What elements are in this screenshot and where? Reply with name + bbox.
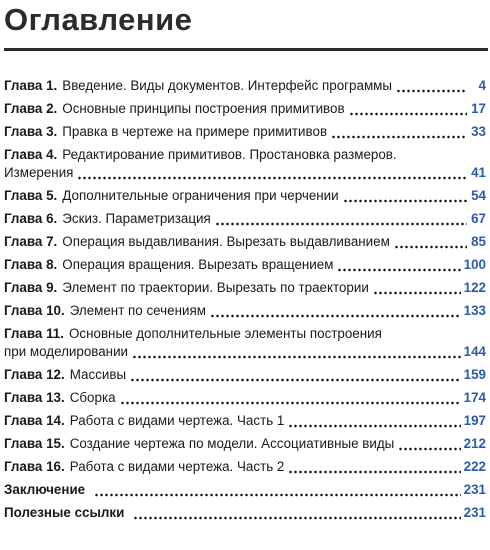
- toc-entry-line: [4, 481, 486, 499]
- toc-chapter-title: Сборка: [69, 390, 116, 405]
- toc-chapter-title: Работа с видами чертежа. Часть 1: [69, 413, 285, 428]
- toc-chapter-label: Глава 5.: [4, 188, 58, 203]
- toc-chapter-label: Глава 1.: [4, 78, 58, 93]
- toc-page-number[interactable]: 212: [463, 436, 486, 451]
- toc-page-number[interactable]: 85: [471, 234, 486, 249]
- toc-entry-line: [4, 187, 486, 205]
- toc-chapter-label: Глава 6.: [4, 211, 58, 226]
- toc-chapter-label: Глава 11.: [4, 326, 64, 341]
- toc-dot-leader: [94, 493, 461, 497]
- toc-page-number[interactable]: 197: [463, 413, 486, 428]
- toc-entry-line: [4, 210, 486, 228]
- toc-entry[interactable]: [4, 279, 486, 297]
- table-of-contents: [4, 77, 486, 527]
- toc-dot-leader: [77, 176, 467, 180]
- toc-page-number[interactable]: 133: [463, 303, 486, 318]
- toc-chapter-title: при моделировании: [4, 344, 129, 359]
- toc-dot-leader: [337, 268, 460, 272]
- toc-entry-line: [4, 256, 486, 274]
- toc-entry[interactable]: [4, 389, 486, 407]
- toc-chapter-label: Глава 7.: [4, 234, 58, 249]
- toc-chapter-title: Основные принципы построения примитивов: [62, 101, 345, 116]
- toc-chapter-label: Глава 13.: [4, 390, 65, 405]
- page-title: Оглавление: [4, 2, 193, 37]
- toc-entry-line: [4, 366, 486, 384]
- toc-page-number[interactable]: 222: [463, 459, 486, 474]
- toc-entry[interactable]: [4, 77, 486, 95]
- toc-chapter-label: Глава 8.: [4, 257, 58, 272]
- toc-dot-leader: [288, 470, 460, 474]
- toc-page-number[interactable]: 231: [463, 505, 486, 520]
- toc-entry-line: [4, 412, 486, 430]
- toc-chapter-title: Редактирование примитивов. Простановка размеров.: [62, 147, 397, 162]
- toc-chapter-title: Операция выдавливания. Вырезать выдавливанием: [62, 234, 390, 249]
- toc-entry-line: [4, 504, 486, 522]
- toc-entry[interactable]: [4, 412, 486, 430]
- toc-entry[interactable]: [4, 325, 486, 361]
- toc-chapter-title: Измерения: [4, 165, 74, 180]
- toc-dot-leader: [130, 378, 461, 382]
- toc-page-number[interactable]: 174: [463, 390, 486, 405]
- toc-dot-leader: [373, 291, 461, 295]
- toc-dot-leader: [120, 401, 461, 405]
- toc-entry-line: [4, 458, 486, 476]
- title-underline: [4, 48, 488, 51]
- toc-entry-line: [4, 77, 486, 95]
- toc-chapter-title: Основные дополнительные элементы построения: [68, 326, 382, 341]
- toc-chapter-label: Глава 16.: [4, 459, 65, 474]
- toc-entry[interactable]: [4, 366, 486, 384]
- toc-entry-line: [4, 279, 486, 297]
- toc-entry-line: [4, 164, 486, 182]
- toc-entry[interactable]: [4, 504, 486, 522]
- toc-dot-leader: [343, 199, 467, 203]
- toc-entry-line: [4, 123, 486, 141]
- toc-dot-leader: [331, 135, 467, 139]
- toc-dot-leader: [396, 89, 467, 93]
- toc-page-number[interactable]: 67: [471, 211, 486, 226]
- toc-entry-line: [4, 302, 486, 320]
- toc-chapter-label: Глава 4.: [4, 147, 58, 162]
- toc-chapter-label: Глава 12.: [4, 367, 65, 382]
- toc-entry-line: [4, 389, 486, 407]
- toc-chapter-label: Полезные ссылки: [4, 505, 125, 520]
- toc-chapter-label: Глава 3.: [4, 124, 58, 139]
- toc-entry[interactable]: [4, 256, 486, 274]
- toc-chapter-label: Глава 9.: [4, 280, 58, 295]
- toc-entry-line: [4, 325, 486, 343]
- toc-page-number[interactable]: 4: [478, 78, 486, 93]
- toc-page-number[interactable]: 159: [463, 367, 486, 382]
- toc-dot-leader: [398, 447, 460, 451]
- toc-entry[interactable]: [4, 210, 486, 228]
- toc-chapter-label: Глава 14.: [4, 413, 65, 428]
- toc-chapter-title: Эскиз. Параметризация: [62, 211, 211, 226]
- toc-entry[interactable]: [4, 146, 486, 182]
- toc-page-number[interactable]: 33: [471, 124, 486, 139]
- toc-chapter-title: Создание чертежа по модели. Ассоциативные виды: [69, 436, 395, 451]
- toc-chapter-title: Массивы: [69, 367, 127, 382]
- toc-entry[interactable]: [4, 458, 486, 476]
- toc-dot-leader: [394, 245, 467, 249]
- toc-dot-leader: [349, 112, 467, 116]
- toc-entry-line: [4, 435, 486, 453]
- toc-chapter-title: Элемент по сечениям: [69, 303, 206, 318]
- toc-entry-line: [4, 343, 486, 361]
- toc-entry[interactable]: [4, 123, 486, 141]
- toc-entry-line: [4, 233, 486, 251]
- toc-entry[interactable]: [4, 435, 486, 453]
- toc-dot-leader: [133, 516, 460, 520]
- toc-chapter-title: Операция вращения. Вырезать вращением: [62, 257, 334, 272]
- toc-chapter-title: Введение. Виды документов. Интерфейс программы: [62, 78, 392, 93]
- toc-page-number[interactable]: 144: [463, 344, 486, 359]
- toc-dot-leader: [288, 424, 460, 428]
- toc-dot-leader: [210, 314, 461, 318]
- toc-chapter-label: Заключение: [4, 482, 86, 497]
- toc-page-number[interactable]: 100: [463, 257, 486, 272]
- toc-page-number[interactable]: 54: [471, 188, 486, 203]
- toc-entry-line: [4, 100, 486, 118]
- toc-chapter-title: Работа с видами чертежа. Часть 2: [69, 459, 285, 474]
- toc-chapter-title: Элемент по траектории. Вырезать по траектории: [62, 280, 369, 295]
- toc-dot-leader: [132, 355, 461, 359]
- toc-entry[interactable]: [4, 302, 486, 320]
- toc-entry[interactable]: [4, 233, 486, 251]
- toc-entry[interactable]: [4, 100, 486, 118]
- toc-entry-line: [4, 146, 486, 164]
- toc-page-number[interactable]: 231: [463, 482, 486, 497]
- toc-dot-leader: [215, 222, 467, 226]
- toc-entry[interactable]: [4, 481, 486, 499]
- toc-chapter-label: Глава 2.: [4, 101, 58, 116]
- toc-page-number[interactable]: 122: [463, 280, 486, 295]
- toc-entry[interactable]: [4, 187, 486, 205]
- toc-page-number[interactable]: 17: [471, 101, 486, 116]
- toc-chapter-title: Правка в чертеже на примере примитивов: [62, 124, 328, 139]
- toc-chapter-label: Глава 10.: [4, 303, 65, 318]
- toc-page-number[interactable]: 41: [471, 165, 486, 180]
- toc-chapter-title: Дополнительные ограничения при черчении: [62, 188, 339, 203]
- toc-chapter-label: Глава 15.: [4, 436, 65, 451]
